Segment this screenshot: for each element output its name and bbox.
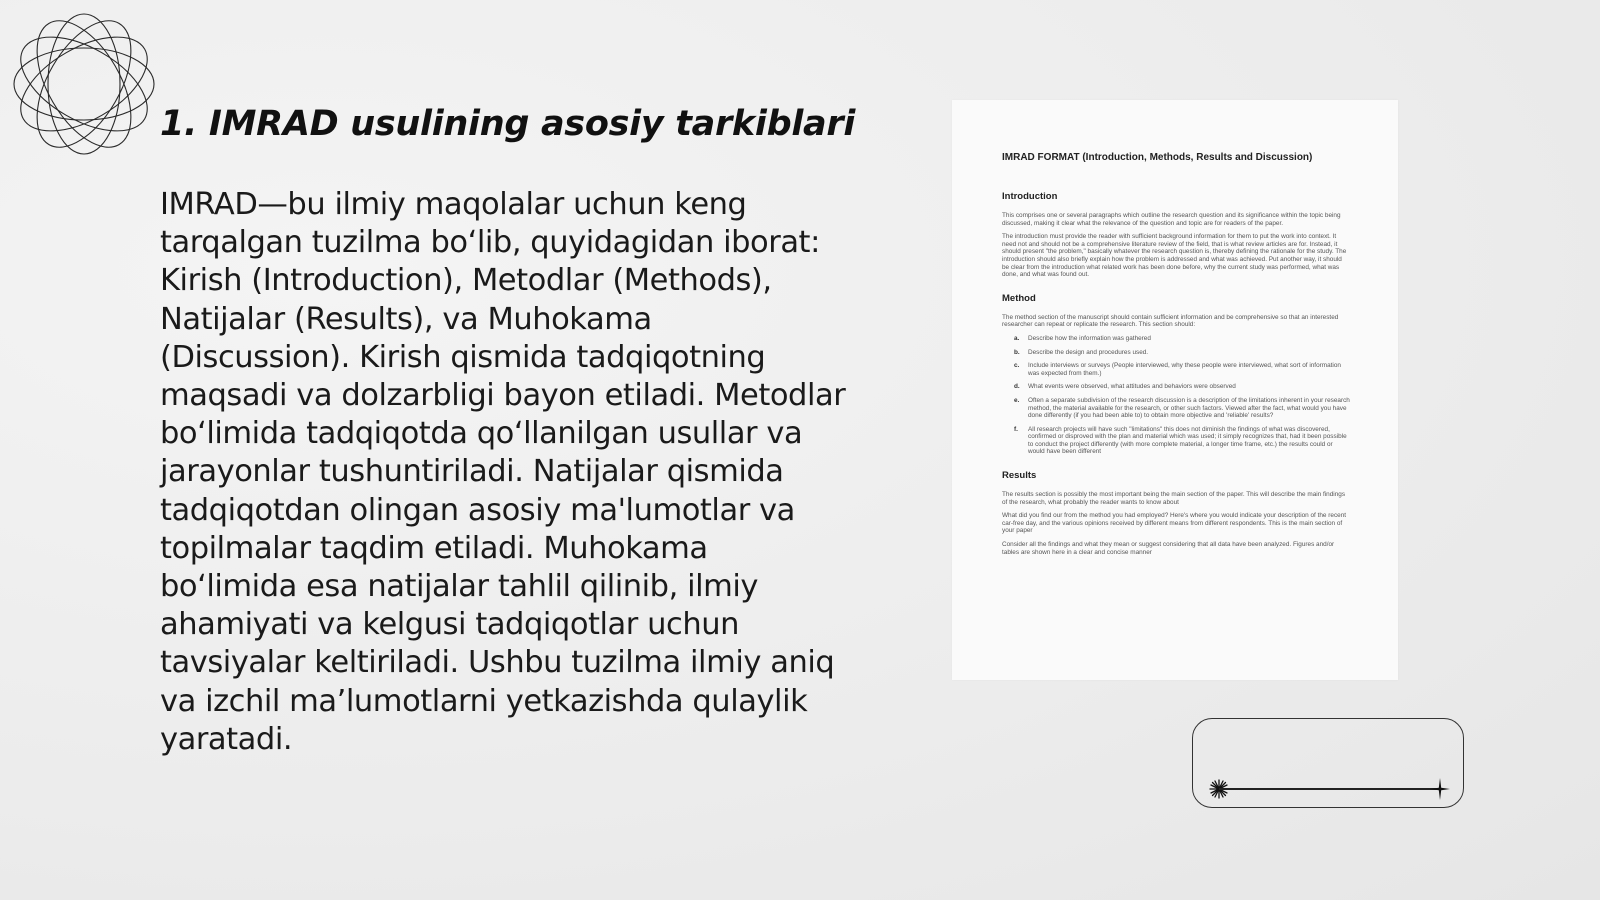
list-marker: b. [1014, 348, 1020, 356]
list-item [1014, 383, 1350, 391]
document-introduction-section [1002, 191, 1350, 279]
list-text: What events were observed, what attitudes and behaviors were observed [1028, 383, 1236, 391]
list-item [1014, 335, 1350, 343]
decorative-rounded-frame [1192, 718, 1464, 808]
document-method-section [1002, 293, 1350, 456]
list-item [1014, 362, 1350, 377]
document-heading-results: Results [1002, 470, 1037, 482]
list-marker: a. [1014, 334, 1020, 342]
document-image [952, 100, 1398, 680]
document-method-list [1002, 335, 1350, 456]
document-paragraph: What did you find our from the method you had employed? Here's where you would indicate your description of the recent car-free day, and the various opinions received by different means from different respondents. This is the main section of your paper [1002, 512, 1347, 535]
list-text: Describe the design and procedures used. [1028, 348, 1149, 356]
list-marker: e. [1014, 396, 1020, 404]
document-heading-introduction: Introduction [1002, 191, 1058, 202]
document-paragraph: Consider all the findings and what they mean or suggest considering that all data have been analyzed. Figures and/or tables are shown here in a clear and concise manner [1002, 541, 1335, 556]
slide-body-text: IMRAD—bu ilmiy maqolalar uchun keng tarqalgan tuzilma bo‘lib, quyidagidan iborat: Kirish (Introduction), Metodlar (Methods), Natijalar (Results), va Muhokama (Discussion). Kirish qismida tadqiqotning maqsadi va dolzarbligi bayon etiladi. Metodlar bo‘limida tadqiqotda qo‘llanilgan usullar va jarayonlar tushuntiriladi. Natijalar qismida tadqiqotdan olingan asosiy ma'lumotlar va topilmalar taqdim etiladi. Muhokama bo‘limida esa natijalar tahlil qilinib, ilmiy ahamiyati va kelgusi tadqiqotlar uchun tavsiyalar keltiriladi. Ushbu tuzilma ilmiy aniq va izchil ma’lumotlarni yetkazishda qulaylik yaratadi. [160, 187, 846, 757]
list-item [1014, 426, 1350, 456]
list-marker: d. [1014, 383, 1020, 391]
list-item [1014, 397, 1350, 420]
document-paragraph: The method section of the manuscript should contain sufficient information and be comprehensive so that an interested researcher can repeat or replicate the research. This section should: [1002, 313, 1339, 329]
list-item [1014, 349, 1350, 357]
list-marker: c. [1014, 362, 1020, 370]
list-marker: f. [1014, 425, 1018, 433]
document-paragraph: The introduction must provide the reader with sufficient background information for them to put the work into context. It need not and should not be a comprehensive literature review of the field, that is what review articles are for. Instead, it should present "the problem," basically whatever the research question is, thereby defining the rationale for the study. The introduction should also briefly explain how the problem is addressed and what was achieved. Put another way, it should be clear from the introduction what related work has been done before, why the current study was performed, what was done, and what was found out. [1002, 233, 1347, 279]
document-paragraph: This comprises one or several paragraphs which outline the research question and its significance within the topic being discussed, making it clear what the relevance of the question and topic are for readers of the paper. [1002, 212, 1341, 227]
document-results-section [1002, 470, 1350, 556]
list-text: Include interviews or surveys (People interviewed, why these people were interviewed, what sort of information was expected from them.) [1028, 362, 1341, 377]
slide-title: 1. IMRAD usulining asosiy tarkiblari [160, 104, 856, 144]
list-text: Often a separate subdivision of the research discussion is a description of the limitations inherent in your research method, the material available for the research, or other such factors. Viewed after the fact, what would you have done differently (if you had been able to) to obtain more objective and 'reliable' results? [1028, 396, 1350, 420]
list-text: Describe how the information was gathered [1028, 334, 1151, 342]
orbit-rings-icon [8, 8, 160, 160]
sparkle-cross-icon [1429, 777, 1451, 801]
list-text: All research projects will have such "limitations" this does not diminish the findings of what was discovered, confirmed or disproved with the plan and material which was used; it simply recognizes that, had it been possible to conduct the project differently (with more complete material, a longer time frame, etc.) the results could or would have been different [1028, 425, 1347, 456]
document-heading-method: Method [1002, 292, 1036, 304]
decorative-line [1219, 788, 1441, 790]
document-title: IMRAD FORMAT (Introduction, Methods, Results and Discussion) [1002, 152, 1313, 163]
document-paragraph: The results section is possibly the most important being the main section of the paper. This will describe the main findings of the research, what probably the reader wants to know about [1002, 491, 1346, 506]
